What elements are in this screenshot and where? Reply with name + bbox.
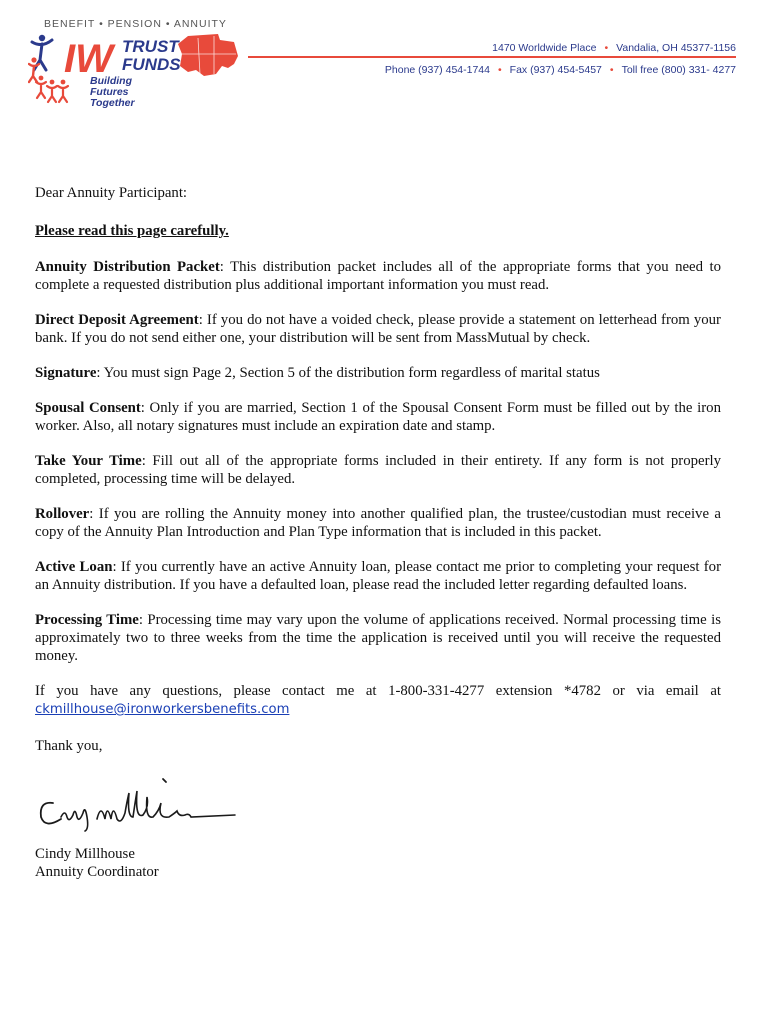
letterhead	[0, 0, 770, 120]
phone-line	[385, 64, 736, 76]
section-text: : Fill out all of the appropriate forms included in their entirety. If any form is not properly completed, processing time will be delayed.	[35, 453, 722, 487]
notice-heading: Please read this page carefully.	[35, 223, 229, 239]
email-link[interactable]: ckmillhouse@ironworkersbenefits.com	[35, 702, 290, 717]
logo-slogan: Building Futures Together	[90, 75, 135, 109]
logo-word-trust: TRUST	[122, 37, 179, 56]
people-figures-icon	[29, 35, 68, 102]
address-line	[492, 42, 736, 54]
salutation: Dear Annuity Participant:	[35, 185, 188, 201]
section-term: Active Loan	[35, 559, 113, 575]
section-distribution-packet	[35, 258, 721, 294]
letter-body	[35, 184, 721, 881]
section-term: Spousal Consent	[35, 400, 141, 416]
street-address: 1470 Worldwide Place	[492, 42, 597, 54]
section-term: Rollover	[35, 506, 90, 522]
section-term: Processing Time	[35, 612, 139, 628]
signer-title: Annuity Coordinator	[35, 864, 159, 880]
section-processing-time	[35, 611, 721, 665]
signer-block	[35, 845, 721, 881]
section-rollover	[35, 505, 721, 541]
letterhead-rule	[248, 56, 736, 58]
questions-paragraph	[35, 682, 721, 719]
fax-number: Fax (937) 454-5457	[509, 64, 602, 76]
section-text: : If you currently have an active Annuity loan, please contact me prior to completing your request for an Annuity distribution. If you have a defaulted loan, please read the included letter regarding defaulted loans.	[35, 559, 721, 593]
section-signature	[35, 364, 721, 382]
section-term: Signature	[35, 365, 97, 381]
section-text: : You must sign Page 2, Section 5 of the distribution form regardless of marital status	[96, 365, 600, 381]
separator-dot: •	[609, 64, 614, 76]
section-text: : Only if you are married, Section 1 of the Spousal Consent Form must be filled out by the iron worker. Also, all notary signatures must include an expiration date and stamp.	[35, 400, 721, 434]
section-direct-deposit	[35, 311, 721, 347]
section-take-your-time	[35, 452, 721, 488]
phone-number: Phone (937) 454-1744	[384, 64, 490, 76]
section-term: Take Your Time	[35, 453, 142, 469]
signer-name: Cindy Millhouse	[35, 846, 135, 862]
tagline: BENEFIT • PENSION • ANNUITY	[44, 18, 227, 30]
section-text: : Processing time may vary upon the volume of applications received. Normal processing time is approximately two to three weeks from the time the application is received until you will receive the requested money.	[35, 612, 722, 664]
separator-dot: •	[604, 42, 609, 54]
separator-dot: •	[497, 64, 502, 76]
section-active-loan	[35, 558, 721, 594]
state-map-icon	[178, 34, 238, 76]
city-state-zip: Vandalia, OH 45377-1156	[616, 42, 736, 54]
handwritten-signature	[35, 773, 245, 835]
toll-free-number: Toll free (800) 331- 4277	[621, 64, 736, 76]
closing: Thank you,	[35, 738, 103, 754]
section-text: : If you do not have a voided check, please provide a statement on letterhead from your bank. If you do not send either one, your distribution will be sent from MassMutual by check.	[35, 312, 721, 346]
section-text: : This distribution packet includes all of the appropriate forms that you need to complete a requested distribution plus additional important information you must read.	[35, 259, 721, 293]
section-term: Direct Deposit Agreement	[35, 312, 199, 328]
section-text: : If you are rolling the Annuity money into another qualified plan, the trustee/custodian must receive a copy of the Annuity Plan Introduction and Plan Type information that is included in this packet.	[35, 506, 721, 540]
logo-initials: IW	[64, 37, 113, 81]
section-term: Annuity Distribution Packet	[35, 259, 220, 275]
questions-text: If you have any questions, please contact me at 1-800-331-4277 extension *4782 or via email at	[35, 683, 721, 699]
logo-word-funds: FUNDS	[122, 55, 181, 74]
section-spousal-consent	[35, 399, 721, 435]
